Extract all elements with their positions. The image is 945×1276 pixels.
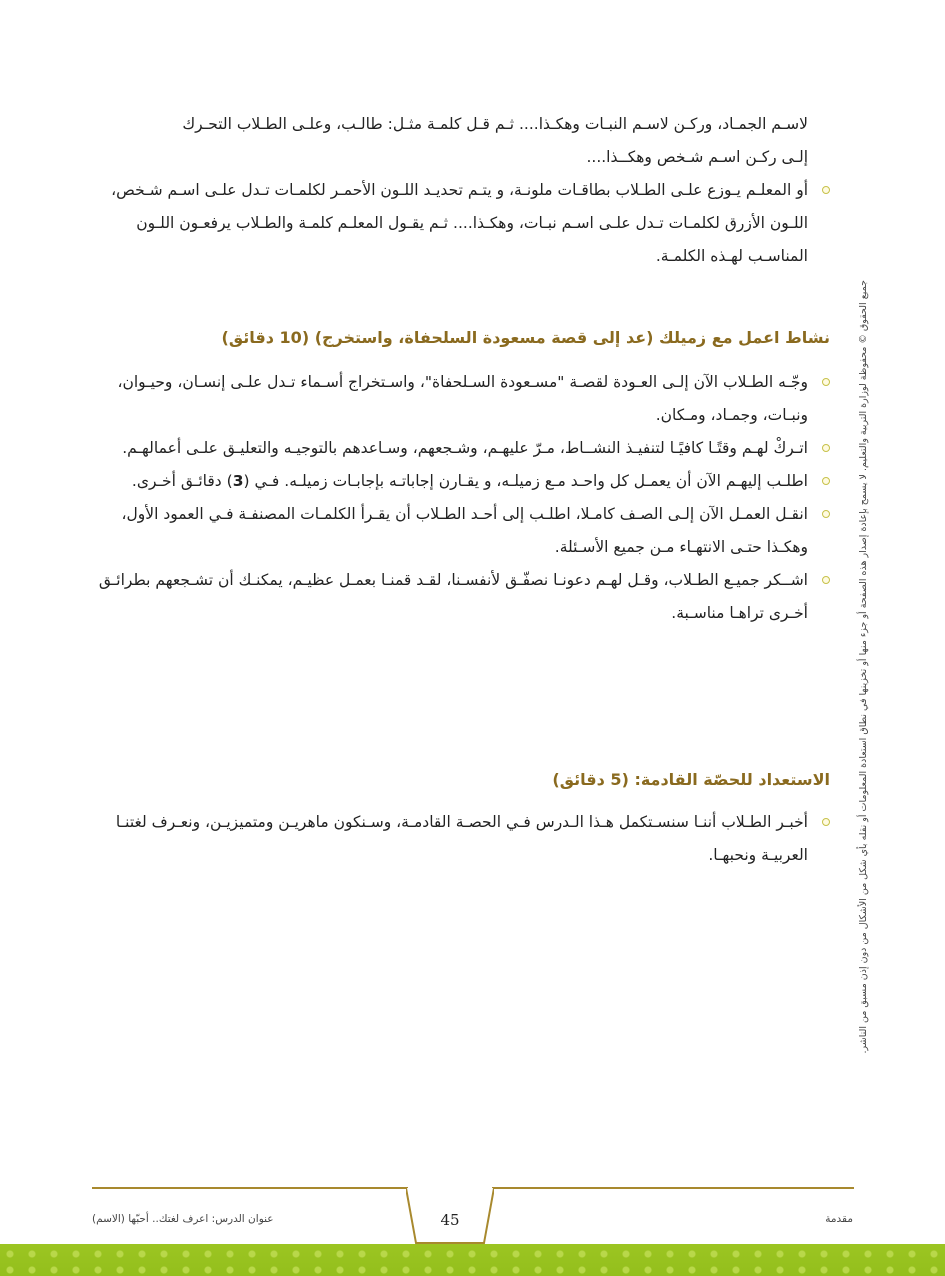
- list-item-text: وجّـه الطـلاب الآن إلـى العـودة لقصـة "مسـعودة السـلحفاة"، واسـتخراج أسـماء تـدل علـى إنسـان، وحيـوان، ونبـات، وجمـاد، ومـكان.: [117, 373, 808, 424]
- intro-block: [88, 108, 830, 273]
- footer-rule-left: [92, 1187, 408, 1189]
- intro-line-1: لاسـم الجمـاد، وركـن لاسـم النبـات وهكـذا.... ثـم قـل كلمـة مثـل: طالـب، وعلـى الطـلاب التحـرك: [182, 115, 808, 133]
- bullet-icon: [822, 378, 830, 386]
- bullet-icon: [822, 444, 830, 452]
- intro-paragraph: [88, 108, 830, 174]
- next-lesson-list: [88, 806, 830, 872]
- activity-list: [88, 366, 830, 630]
- list-item: [88, 174, 830, 273]
- list-item-text: أخبـر الطـلاب أننـا سنسـتكمل هـذا الـدرس فـي الحصـة القادمـة، وسـنكون ماهريـن ومتميزيـن، ونعـرف لغتنـا العربيـة ونحبهـا.: [115, 813, 808, 864]
- bullet-icon: [822, 576, 830, 584]
- list-item-text: اشــكر جميـع الطـلاب، وقـل لهـم دعونـا نصفّـق لأنفسـنا، لقـد قمنـا بعمـل عظيـم، يمكنـك أن تشـجعهم بطرائـق أخـرى تراهـا مناسـبة.: [98, 571, 808, 622]
- list-item: [88, 806, 830, 872]
- footer-lesson-title: عنوان الدرس: اعرف لغتك.. أحبّها (الاسم): [92, 1213, 274, 1225]
- list-item-text: أو المعلـم يـوزع علـى الطـلاب بطاقـات ملونـة، و يتـم تحديـد اللـون الأحمـر لكلمـات تـدل علـى اسـم شـخص، اللـون الأزرق لكلمـات تـدل علـى اسـم نبـات، وهكـذا.... ثـم يقـول المعلـم كلمـة والطـلاب يرفعـون اللـون المناسـب لهـذه الكلمـة.: [111, 181, 808, 265]
- list-item-text: انقـل العمـل الآن إلـى الصـف كامـلا، اطلـب إلى أحـد الطـلاب أن يقـرأ الكلمـات المصنفـة فـي العمود الأول، وهكـذا حتـى الانتهـاء مـن جميع الأسـئلة.: [121, 505, 808, 556]
- list-item: [88, 366, 830, 432]
- list-item: [88, 498, 830, 564]
- footer-section-name: مقدمة: [825, 1213, 853, 1225]
- bullet-icon: [822, 186, 830, 194]
- footer-rule-right: [492, 1187, 854, 1189]
- list-item-text: اطلـب إليهـم الآن أن يعمـل كل واحـد مـع زميلـه، و يقـارن إجاباتـه بإجابـات زميلـه. فـي: [254, 472, 808, 490]
- list-item: [88, 564, 830, 630]
- bullet-icon: [822, 818, 830, 826]
- list-item: اطلـب إليهـم الآن أن يعمـل كل واحـد مـع زميلـه، و يقـارن إجاباتـه بإجابـات زميلـه. فـي (3) دقائـق أخـرى.: [88, 465, 830, 498]
- section-heading-activity: نشاط اعمل مع زميلك (عد إلى قصة مسعودة السلحفاة، واستخرج) (10 دقائق): [221, 328, 830, 347]
- intro-line-2: إلـى ركـن اسـم شـخص وهكــذا....: [586, 148, 808, 166]
- copyright-notice: جميع الحقوق © محفوظة لوزارة التربية والتعليم. لا يسمح بإعادة إصدار هذه الصفحة أو جزء منها أو تخزينها في نطاق استعادة المعلومات أو نقله بأي شكل من الأشكال من دون إذن مسبق من الناشر.: [858, 280, 869, 1054]
- list-item: [88, 432, 830, 465]
- minutes-number: 3: [232, 472, 244, 490]
- section-heading-next-lesson: الاستعداد للحصّة القادمة: (5 دقائق): [552, 770, 830, 789]
- bullet-icon: [822, 477, 830, 485]
- list-item-text: اتـركْ لهـم وقتًـا كافيًـا لتنفيـذ النشــاط، مـرّ عليهـم، وشـجعهم، وسـاعدهم بالتوجيـه والتعليـق علـى أعمالهـم.: [122, 439, 808, 457]
- decorative-band: [0, 1244, 945, 1276]
- list-item-text-tail: دقائـق أخـرى.: [131, 472, 222, 490]
- page-number: 45: [440, 1211, 460, 1229]
- bullet-icon: [822, 510, 830, 518]
